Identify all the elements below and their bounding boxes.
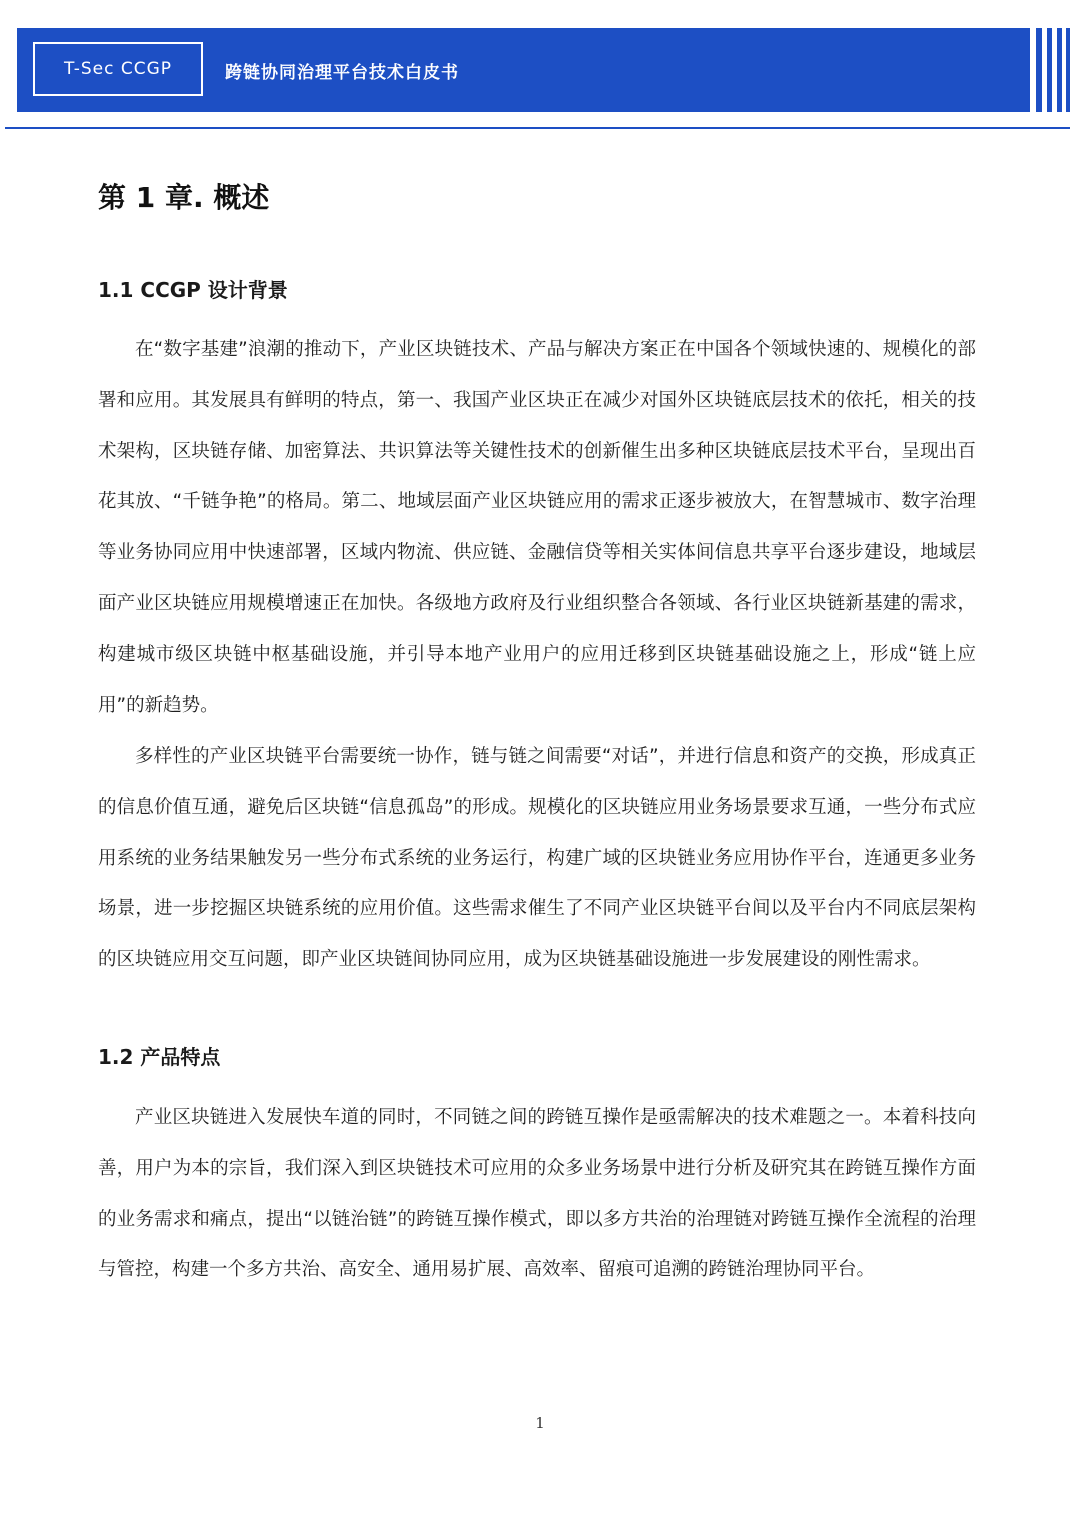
section-title-1-2: 1.2 产品特点 [98,1045,221,1069]
header-divider [5,127,1070,129]
section-1-2-paragraph-1: 产业区块链进入发展快车道的同时，不同链之间的跨链互操作是亟需解决的技术难题之一。本着科技向善，用户为本的宗旨，我们深入到区块链技术可应用的众多业务场景中进行分析及研究其在跨链互操作方面的业务需求和痛点，提出“以链治链”的跨链互操作模式，即以多方共治的治理链对跨链互操作全流程的治理与管控，构建一个多方共治、高安全、通用易扩展、高效率、留痕可追溯的跨链治理协同平台。 [98,1107,976,1281]
document-title: 跨链协同治理平台技术白皮书 [225,62,459,83]
header-stripe-decoration [1066,28,1070,112]
header-stripe-decoration [1036,28,1042,112]
chapter-title: 第 1 章. 概述 [98,181,270,214]
brand-logo-box: T-Sec CCGP [33,42,203,96]
section-title-1-1: 1.1 CCGP 设计背景 [98,278,288,302]
header-stripe-decoration [1047,28,1052,112]
page-number: 1 [535,1414,545,1432]
header-stripe-decoration [1057,28,1062,112]
section-1-1-paragraph-1: 在“数字基建”浪潮的推动下，产业区块链技术、产品与解决方案正在中国各个领域快速的、规模化的部署和应用。其发展具有鲜明的特点，第一、我国产业区块正在减少对国外区块链底层技术的依托，相关的技术架构，区块链存储、加密算法、共识算法等关键性技术的创新催生出多种区块链底层技术平台，呈现出百花其放、“千链争艳”的格局。第二、地域层面产业区块链应用的需求正逐步被放大，在智慧城市、数字治理等业务协同应用中快速部署，区域内物流、供应链、金融信贷等相关实体间信息共享平台逐步建设，地域层面产业区块链应用规模增速正在加快。各级地方政府及行业组织整合各领域、各行业区块链新基建的需求，构建城市级区块链中枢基础设施，并引导本地产业用户的应用迁移到区块链基础设施之上，形成“链上应用”的新趋势。 [98,339,976,716]
header-banner [17,28,1030,112]
section-1-1-paragraph-2: 多样性的产业区块链平台需要统一协作，链与链之间需要“对话”，并进行信息和资产的交换，形成真正的信息价值互通，避免后区块链“信息孤岛”的形成。规模化的区块链应用业务场景要求互通，一些分布式应用系统的业务结果触发另一些分布式系统的业务运行，构建广域的区块链业务应用协作平台，连通更多业务场景，进一步挖掘区块链系统的应用价值。这些需求催生了不同产业区块链平台间以及平台内不同底层架构的区块链应用交互问题，即产业区块链间协同应用，成为区块链基础设施进一步发展建设的刚性需求。 [98,746,976,971]
